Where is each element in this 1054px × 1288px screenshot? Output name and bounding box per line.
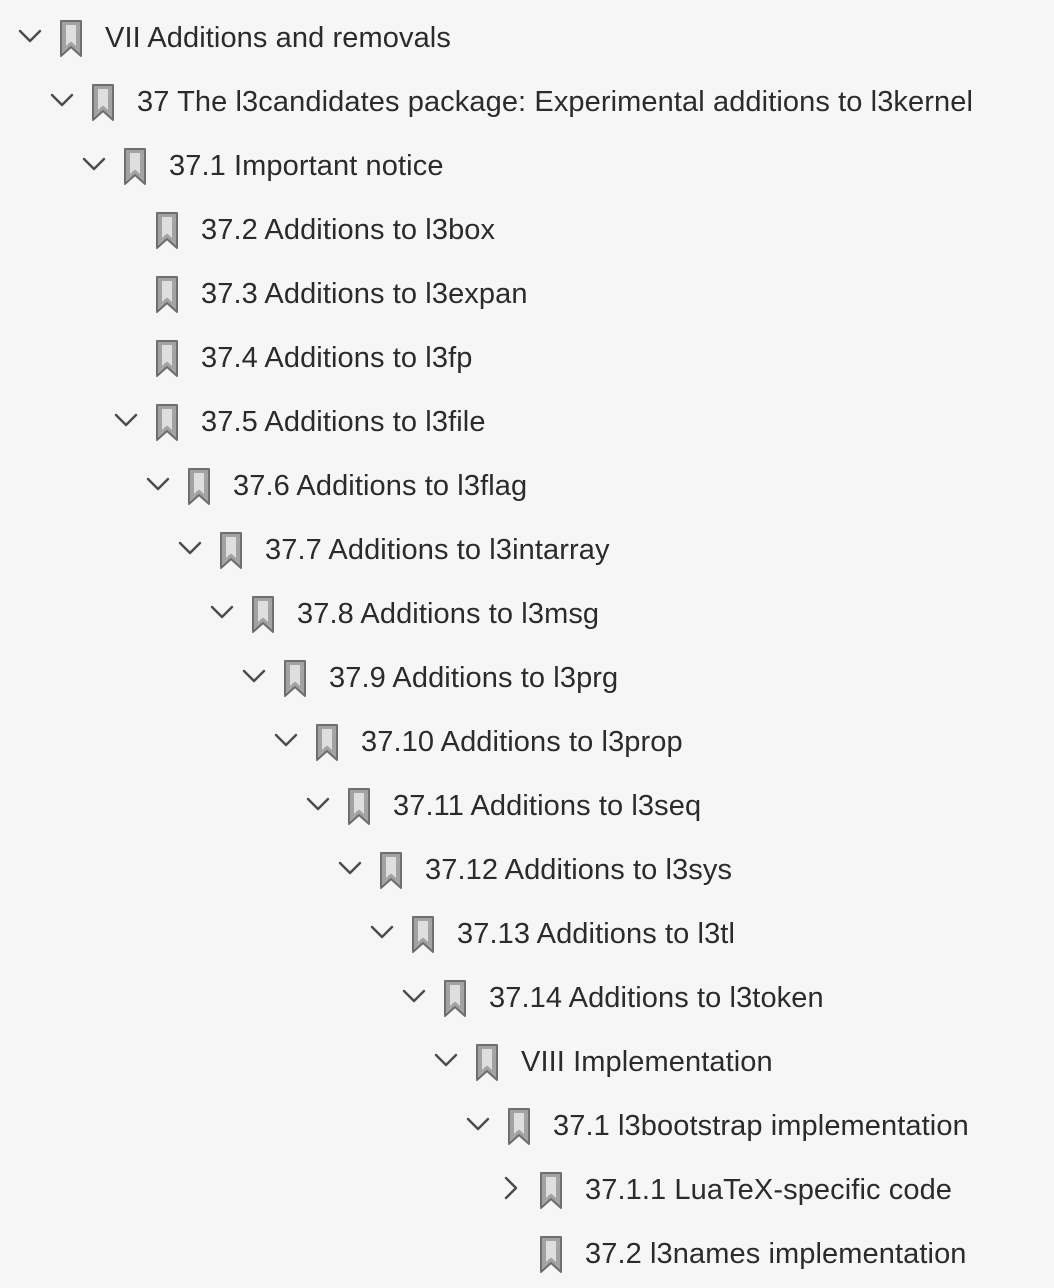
bookmark-icon	[218, 531, 244, 571]
bookmark-icon	[506, 1107, 532, 1147]
outline-item[interactable]	[0, 1088, 1054, 1152]
bookmark-icon	[154, 339, 180, 379]
outline-item[interactable]	[0, 1152, 1054, 1216]
chevron-right-icon[interactable]	[498, 1176, 522, 1200]
chevron-down-icon[interactable]	[274, 728, 298, 752]
outline-item-label: 37.2 l3names implementation	[585, 1238, 967, 1270]
chevron-down-icon[interactable]	[242, 664, 266, 688]
outline-item-label: VIII Implementation	[521, 1046, 773, 1078]
bookmark-icon	[282, 659, 308, 699]
chevron-down-icon[interactable]	[114, 408, 138, 432]
outline-item[interactable]	[0, 512, 1054, 576]
outline-item-label: 37.8 Additions to l3msg	[297, 598, 600, 630]
outline-item-label: 37.9 Additions to l3prg	[329, 662, 619, 694]
outline-item[interactable]	[0, 0, 1054, 64]
outline-item-label: 37.13 Additions to l3tl	[457, 918, 735, 950]
outline-item-label: 37.7 Additions to l3intarray	[265, 534, 610, 566]
outline-item-label: 37.4 Additions to l3fp	[201, 342, 473, 374]
bookmark-icon	[122, 147, 148, 187]
outline-item[interactable]	[0, 640, 1054, 704]
chevron-down-icon[interactable]	[370, 920, 394, 944]
outline-item[interactable]	[0, 1216, 1054, 1280]
outline-item[interactable]	[0, 832, 1054, 896]
bookmark-icon	[154, 211, 180, 251]
bookmark-icon	[346, 787, 372, 827]
bookmark-icon	[154, 403, 180, 443]
outline-item[interactable]	[0, 192, 1054, 256]
bookmark-icon	[90, 83, 116, 123]
outline-item[interactable]	[0, 768, 1054, 832]
outline-item[interactable]	[0, 704, 1054, 768]
bookmark-icon	[442, 979, 468, 1019]
outline-item-label: 37.14 Additions to l3token	[489, 982, 824, 1014]
outline-item-label: 37.12 Additions to l3sys	[425, 854, 733, 886]
outline-item-label: VII Additions and removals	[105, 22, 451, 54]
chevron-down-icon[interactable]	[402, 984, 426, 1008]
chevron-down-icon[interactable]	[466, 1112, 490, 1136]
outline-item-label: 37.11 Additions to l3seq	[393, 790, 702, 822]
chevron-down-icon[interactable]	[338, 856, 362, 880]
outline-item[interactable]	[0, 448, 1054, 512]
outline-item[interactable]	[0, 384, 1054, 448]
outline-item[interactable]	[0, 576, 1054, 640]
bookmark-icon	[186, 467, 212, 507]
chevron-down-icon[interactable]	[178, 536, 202, 560]
chevron-down-icon[interactable]	[82, 152, 106, 176]
outline-item[interactable]	[0, 256, 1054, 320]
outline-item-label: 37 The l3candidates package: Experimental additions to l3kernel	[137, 86, 974, 118]
chevron-down-icon[interactable]	[146, 472, 170, 496]
bookmark-icon	[538, 1235, 564, 1275]
chevron-down-icon[interactable]	[434, 1048, 458, 1072]
outline-item-label: 37.2 Additions to l3box	[201, 214, 496, 246]
outline-item[interactable]	[0, 960, 1054, 1024]
outline-item[interactable]	[0, 64, 1054, 128]
outline-item[interactable]	[0, 1024, 1054, 1088]
chevron-down-icon[interactable]	[18, 24, 42, 48]
bookmark-icon	[58, 19, 84, 59]
outline-item-label: 37.5 Additions to l3file	[201, 406, 486, 438]
outline-item-label: 37.3 Additions to l3expan	[201, 278, 528, 310]
chevron-down-icon[interactable]	[210, 600, 234, 624]
bookmark-icon	[538, 1171, 564, 1211]
outline-item[interactable]	[0, 320, 1054, 384]
bookmark-icon	[378, 851, 404, 891]
outline-item-label: 37.1 l3bootstrap implementation	[553, 1110, 969, 1142]
outline-item-label: 37.10 Additions to l3prop	[361, 726, 683, 758]
outline-item-label: 37.1 Important notice	[169, 150, 444, 182]
bookmark-icon	[314, 723, 340, 763]
chevron-down-icon[interactable]	[306, 792, 330, 816]
chevron-down-icon[interactable]	[50, 88, 74, 112]
bookmark-icon	[154, 275, 180, 315]
outline-item[interactable]	[0, 128, 1054, 192]
outline-item[interactable]	[0, 896, 1054, 960]
bookmark-icon	[410, 915, 436, 955]
outline-item-label: 37.1.1 LuaTeX-specific code	[585, 1174, 953, 1206]
outline-item-label: 37.6 Additions to l3flag	[233, 470, 528, 502]
bookmark-icon	[250, 595, 276, 635]
bookmark-icon	[474, 1043, 500, 1083]
